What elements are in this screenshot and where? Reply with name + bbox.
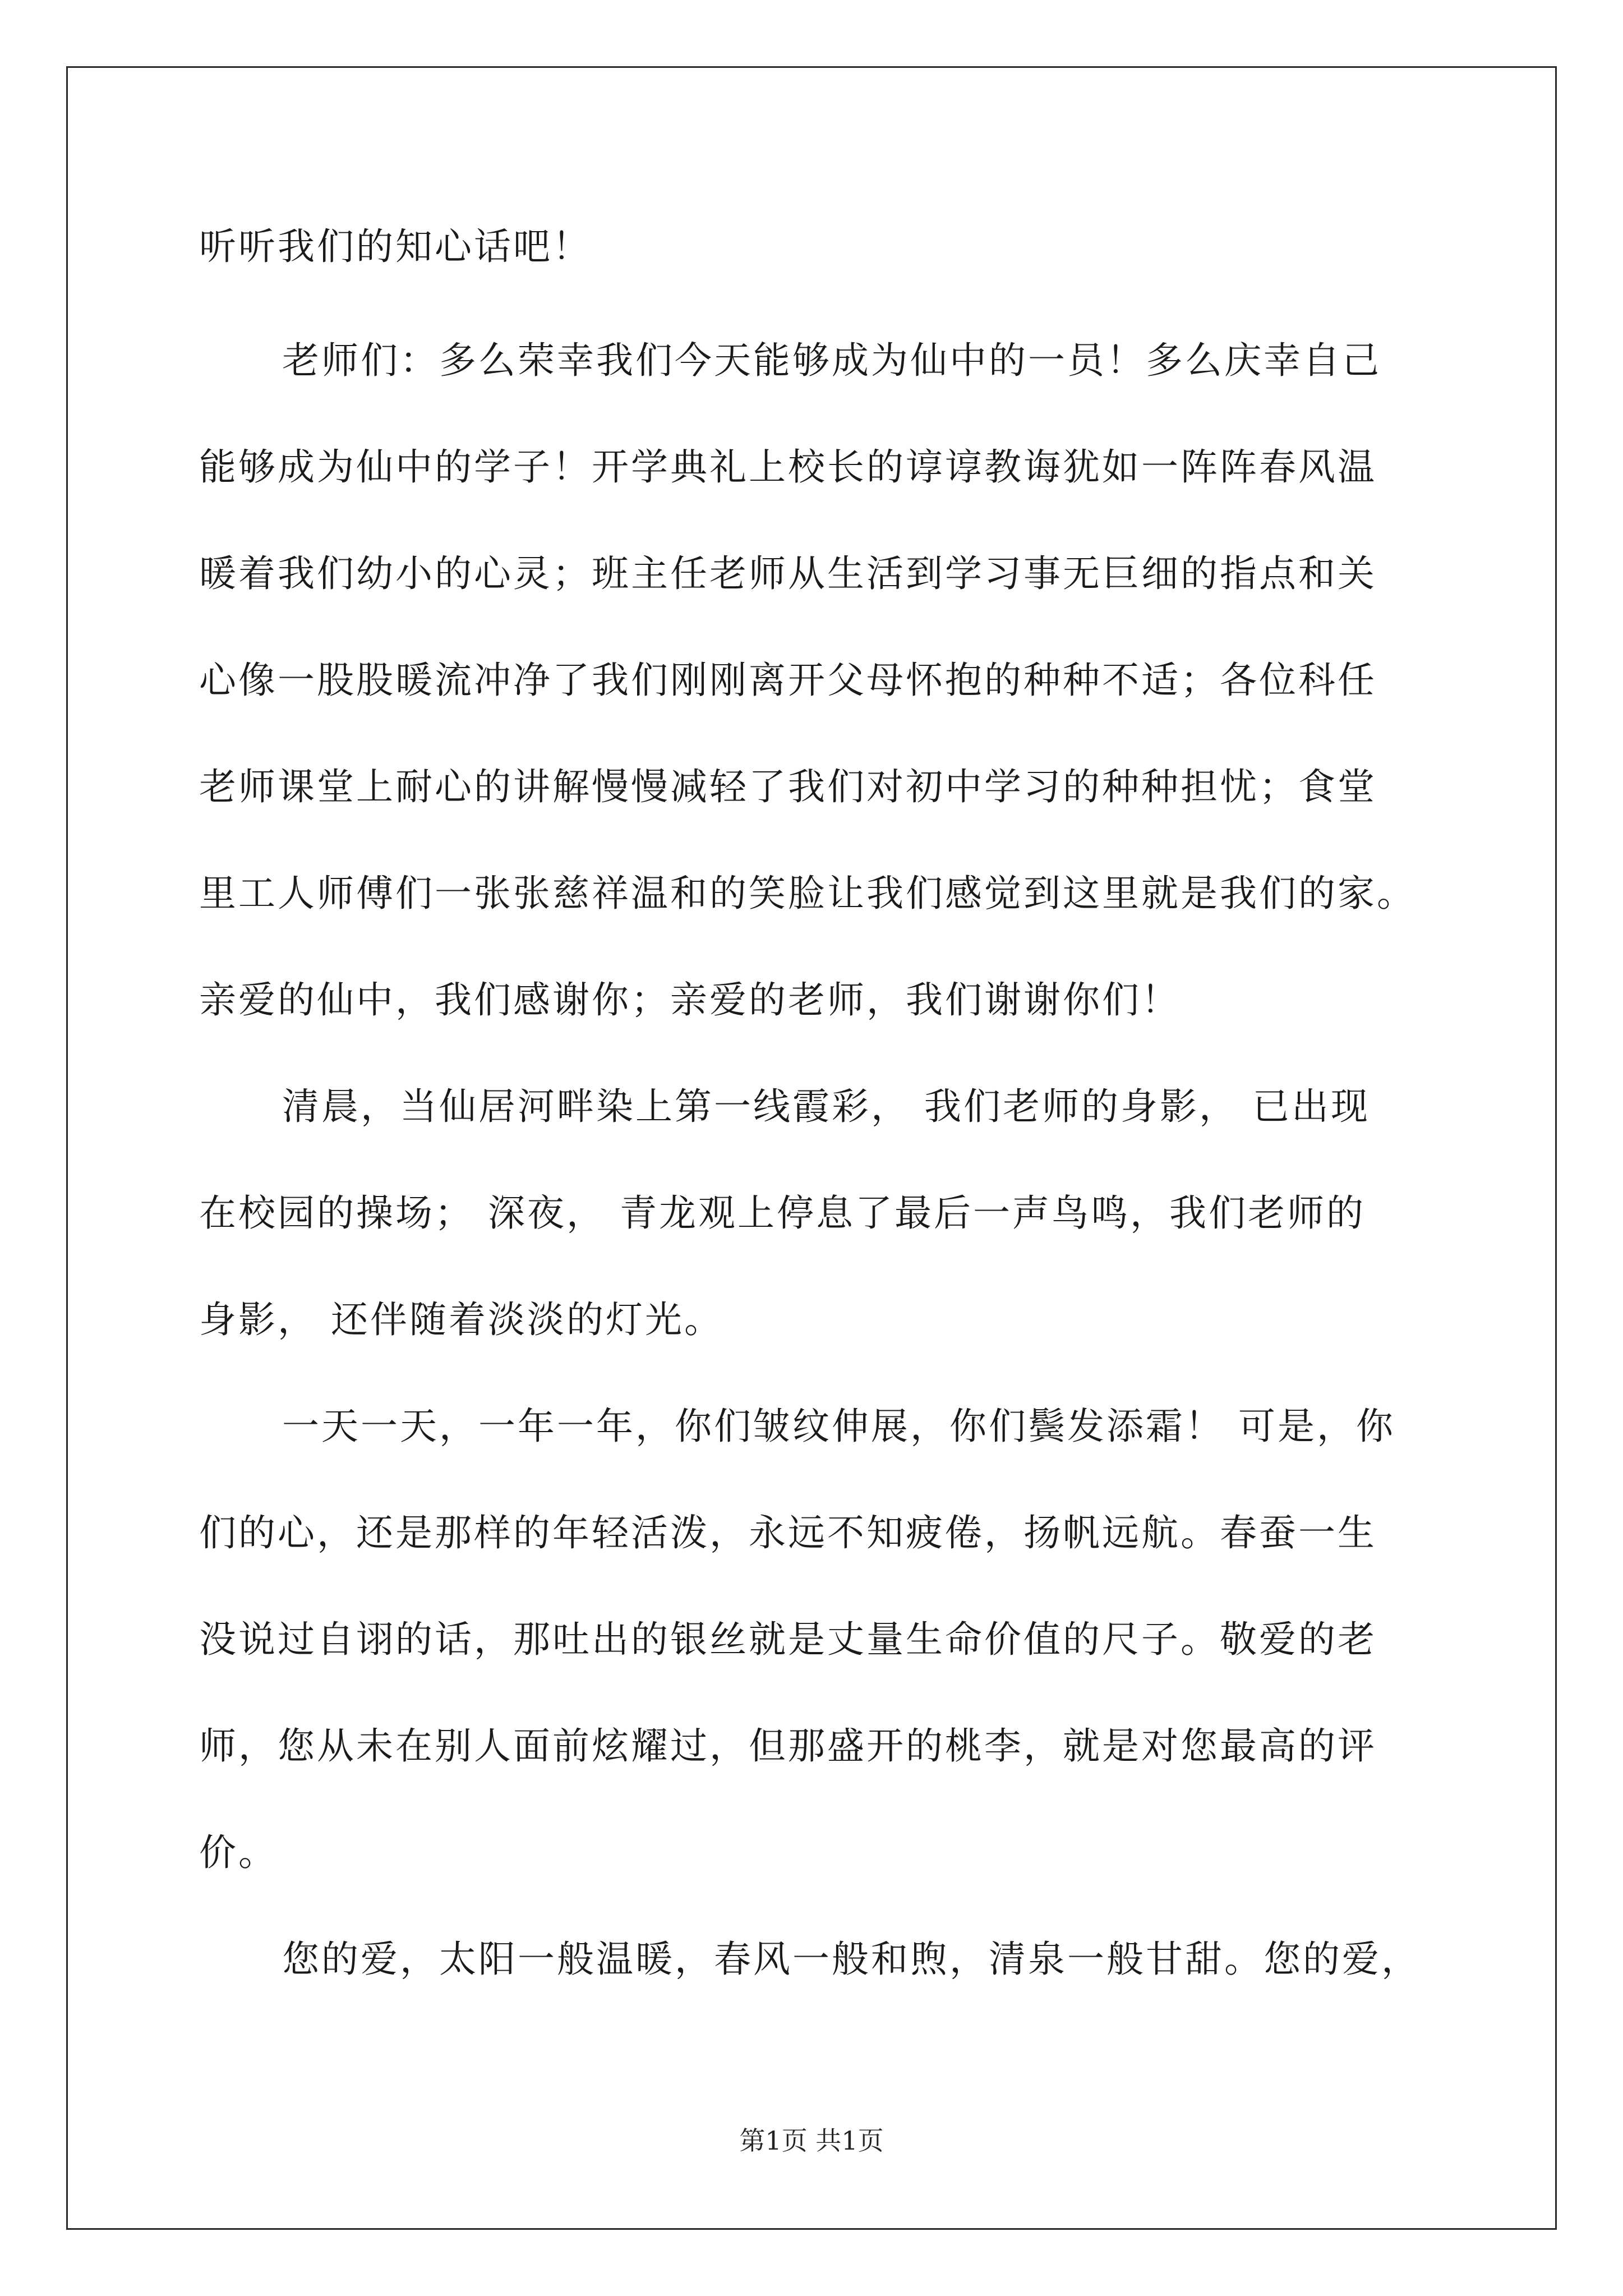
text-line-14: 没说过自诩的话，那吐出的银丝就是丈量生命价值的尺子。敬爱的老 (199, 1618, 1377, 1661)
text-line-9: 清晨，当仙居河畔染上第一线霞彩， 我们老师的身影， 已出现 (282, 1085, 1370, 1128)
page-border (66, 66, 1557, 2230)
text-line-12: 一天一天，一年一年，你们皱纹伸展，你们鬓发添霜！ 可是，你 (282, 1405, 1395, 1448)
text-line-10: 在校园的操场； 深夜， 青龙观上停息了最后一声鸟鸣，我们老师的 (199, 1191, 1366, 1235)
text-line-7: 里工人师傅们一张张慈祥温和的笑脸让我们感觉到这里就是我们的家。 (199, 872, 1416, 915)
text-line-16: 价。 (199, 1831, 278, 1874)
text-line-15: 师，您从未在别人面前炫耀过，但那盛开的桃李，就是对您最高的评 (199, 1724, 1377, 1768)
text-line-4: 暖着我们幼小的心灵；班主任老师从生活到学习事无巨细的指点和关 (199, 552, 1377, 595)
text-line-2: 老师们：多么荣幸我们今天能够成为仙中的一员！多么庆幸自己 (282, 339, 1381, 382)
text-line-1: 听听我们的知心话吧！ (199, 225, 592, 268)
text-line-11: 身影， 还伴随着淡淡的灯光。 (199, 1298, 723, 1341)
text-line-3: 能够成为仙中的学子！开学典礼上校长的谆谆教诲犹如一阵阵春风温 (199, 445, 1377, 489)
text-line-17: 您的爱，太阳一般温暖，春风一般和煦，清泉一般甘甜。您的爱， (282, 1938, 1421, 1981)
text-line-6: 老师课堂上耐心的讲解慢慢减轻了我们对初中学习的种种担忧；食堂 (199, 765, 1377, 808)
text-line-5: 心像一股股暖流冲净了我们刚刚离开父母怀抱的种种不适；各位科任 (199, 659, 1377, 702)
text-line-8: 亲爱的仙中，我们感谢你；亲爱的老师，我们谢谢你们！ (199, 978, 1181, 1022)
page-footer: 第1页 共1页 (739, 2125, 884, 2156)
text-line-13: 们的心，还是那样的年轻活泼，永远不知疲倦，扬帆远航。春蚕一生 (199, 1511, 1377, 1554)
